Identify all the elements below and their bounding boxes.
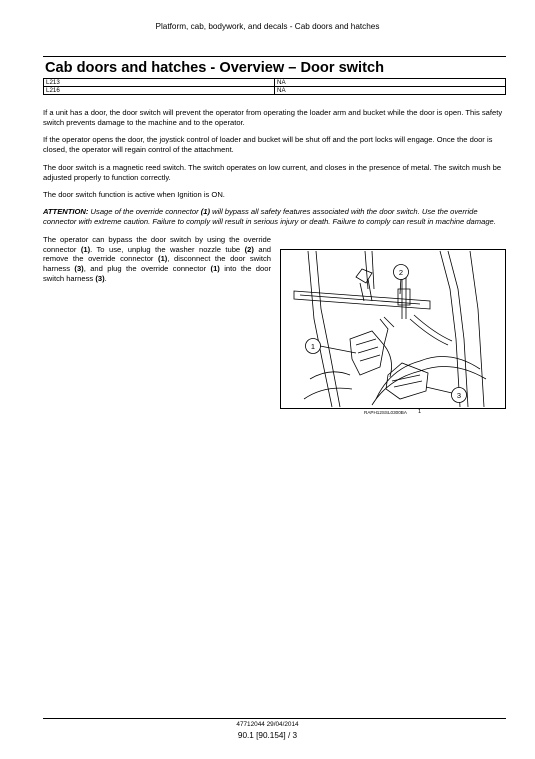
table-row xyxy=(44,87,506,95)
door-switch-line-drawing xyxy=(280,249,506,409)
callout-1: 1 xyxy=(310,342,316,351)
section-title-block xyxy=(43,56,506,95)
paragraph: The door switch function is active when Ignition is ON. xyxy=(43,189,225,199)
paragraph: The door switch is a magnetic reed switch. The switch operates on low current, and closes in the presence of metal. The switch mush be adjusted properly to function correctly. xyxy=(43,162,502,182)
callout-3: 3 xyxy=(456,391,462,400)
paragraph: If the operator opens the door, the joystick control of loader and bucket will be shut off and the port locks will engage. Once the door is closed, the operator will regain control of the attachment. xyxy=(43,135,493,155)
model-cell: L213 xyxy=(44,79,275,87)
running-header: Platform, cab, bodywork, and decals - Cab doors and hatches xyxy=(155,22,380,31)
figure-number: 1 xyxy=(418,408,422,415)
attention-label: ATTENTION: xyxy=(43,207,89,217)
model-cell: L216 xyxy=(44,87,275,95)
footer-divider xyxy=(43,718,506,719)
attention-notice: ATTENTION: Usage of the override connector (1) will bypass all safety features associated with the door switch. Use the override connector with extreme caution. Failure to comply will result in serious injury or death. Failure to comply can result in machine damage. xyxy=(43,207,496,227)
footer-document-ref: 47712044 29/04/2014 xyxy=(236,721,299,728)
page-title: Cab doors and hatches - Overview – Door switch xyxy=(45,60,384,76)
figure-code: RAPH12SSL0300BA xyxy=(364,410,407,415)
table-row xyxy=(44,79,506,87)
door-switch-illustration xyxy=(280,249,506,409)
callout-2: 2 xyxy=(398,268,404,277)
footer-page-number: 90.1 [90.154] / 3 xyxy=(237,731,298,740)
paragraph: If a unit has a door, the door switch will prevent the operator from operating the loader arm and bucket while the door is open. This safety switch prevents damage to the machine and to the operator. xyxy=(43,108,503,127)
value-cell: NA xyxy=(275,79,506,87)
value-cell: NA xyxy=(275,87,506,95)
model-applicability-table xyxy=(43,78,506,95)
bypass-instructions: The operator can bypass the door switch by using the override connector (1). To use, unplug the washer nozzle tube (2) and remove the override connector (1), disconnect the door switch harness (3), and plug the override connector (1) into the door switch harness (3). xyxy=(43,234,272,284)
